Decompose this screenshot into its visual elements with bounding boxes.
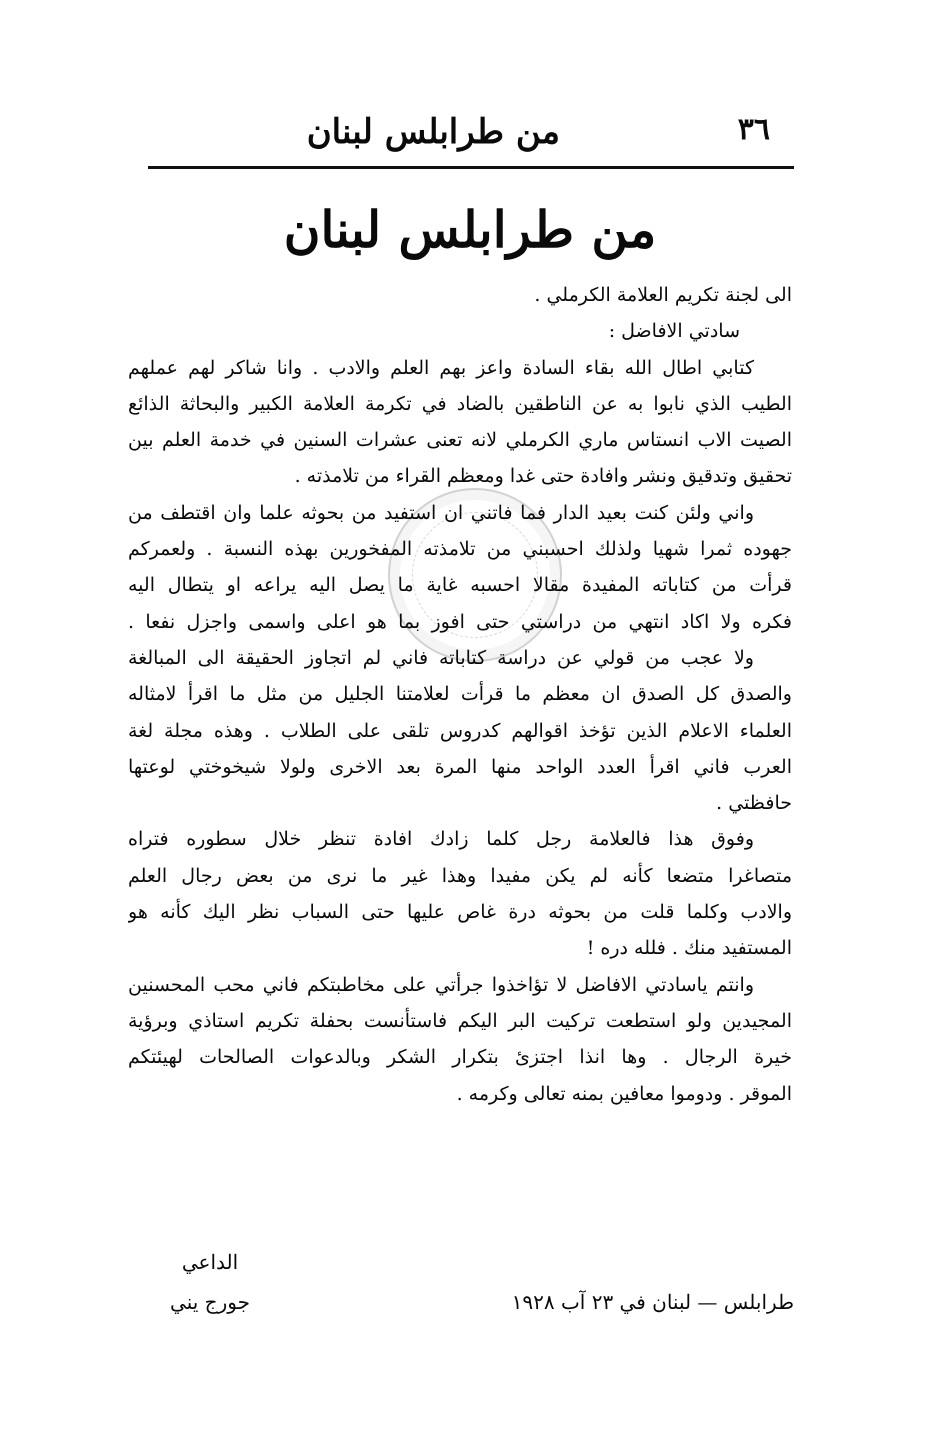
text-line: تحقيق وتدقيق ونشر وافادة حتى غدا ومعظم القراء من تلامذته .: [294, 465, 792, 488]
text-line: الصيت الاب انستاس ماري الكرملي لانه تعنى عشرات السنين في خدمة العلم بين: [128, 429, 792, 452]
text-line: والادب وكلما قلت من بحوثه درة غاص عليها حتى السباب نظر اليك كأنه هو: [128, 901, 792, 924]
text-line: وانتم ياسادتي الافاضل لا تؤاخذوا جرأتي على مخاطبتكم فاني محب المحسنين: [128, 973, 754, 996]
text-line: متصاغرا متضعا كأنه لم يكن مفيدا وهذا غير ما نرى من بعض رجال العلم: [128, 864, 792, 887]
text-line: جهوده ثمرا شهيا ولذلك احسبني من تلامذته المفخورين بهذه النسبة . ولعمركم: [128, 538, 792, 561]
text-line: حافظتي .: [716, 792, 792, 815]
text-line: سادتي الافاضل :: [608, 320, 740, 343]
place-and-date: طرابلس — لبنان في ٢٣ آب ١٩٢٨: [511, 1290, 794, 1314]
article-title: من طرابلس لبنان: [283, 200, 657, 259]
signature-role: الداعي: [181, 1250, 239, 1274]
letter-body: [128, 277, 792, 1112]
text-line: ولا عجب من قولي عن دراسة كتاباته فاني لم اتجاوز الحقيقة الى المبالغة: [128, 646, 754, 669]
text-line: المجيدين ولو استطعت تركيت البر اليكم فاستأنست بحفلة تكريم استاذي وبرؤية: [128, 1009, 792, 1032]
text-line: الى لجنة تكريم العلامة الكرملي .: [534, 284, 792, 306]
text-line: العلماء الاعلام الذين تؤخذ اقوالهم كدروس تلقى على الطلاب . وهذه مجلة لغة: [128, 719, 792, 742]
text-line: وفوق هذا فالعلامة رجل كلما زادك افادة تنظر خلال سطوره فتراه: [128, 828, 754, 851]
page-number: ٣٦: [737, 112, 770, 147]
text-line: المستفيد منك . فلله دره !: [586, 937, 792, 960]
signature-name: جورج يني: [170, 1290, 250, 1314]
text-line: العرب فاني اقرأ العدد الواحد منها المرة بعد الاخرى ولولا شيخوختي لوعتها: [128, 755, 792, 778]
text-line: قرأت من كتاباته المفيدة مقالا احسبه غاية ما يصل اليه يراعه او يتطال اليه: [128, 574, 792, 597]
running-title: من طرابلس لبنان: [306, 112, 560, 152]
text-line: والصدق كل الصدق ان معظم ما قرأت لعلامتنا الجليل من مثل ما اقرأ لامثاله: [128, 683, 792, 706]
text-line: الموقر . ودوموا معافين بمنه تعالى وكرمه .: [456, 1082, 792, 1105]
text-line: واني ولئن كنت بعيد الدار فما فاتني ان استفيد من بحوثه علما وان اقتطف من: [128, 501, 754, 524]
text-line: خيرة الرجال . وها انذا اجتزئ بتكرار الشكر وبالدعوات الصالحات لهيئتكم: [128, 1046, 792, 1069]
text-line: فكره ولا اكاد انتهي من دراستي حتى افوز بما هو اعلى واسمى واجزل نفعا .: [128, 610, 792, 633]
running-header: [148, 108, 792, 166]
text-line: كتابي اطال الله بقاء السادة واعز بهم العلم والادب . وانا شاكر لهم عملهم: [128, 356, 754, 379]
header-divider: [148, 166, 794, 169]
text-line: الطيب الذي نابوا به عن الناطقين بالضاد في تكرمة العلامة الكبير والبحاثة الذائع: [128, 392, 792, 415]
